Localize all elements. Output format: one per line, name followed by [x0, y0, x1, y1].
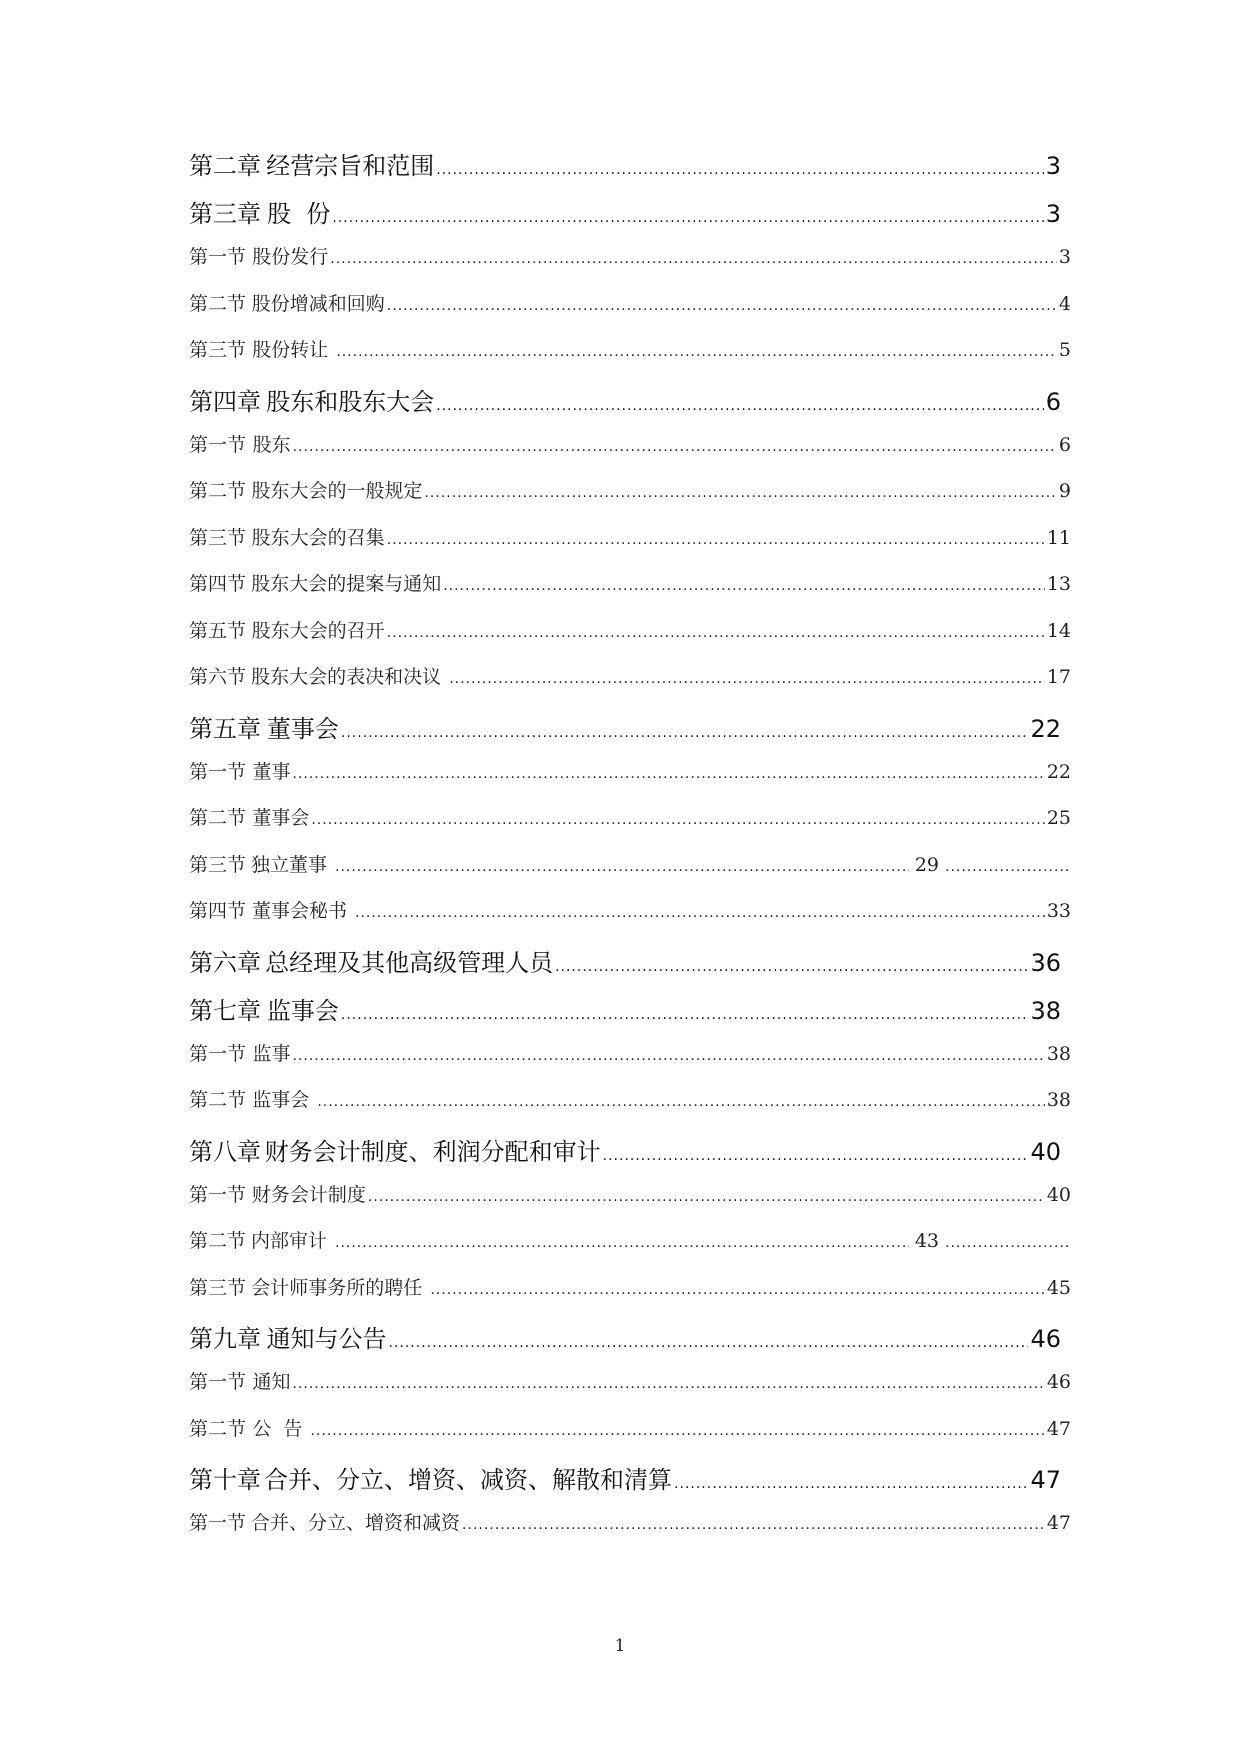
toc-page-number: 29: [914, 853, 939, 876]
toc-page-number: 40: [1046, 1183, 1071, 1206]
toc-dot-leader: [436, 398, 1044, 414]
toc-chapter-entry[interactable]: [189, 1319, 1071, 1367]
toc-entry-title: 监事会: [266, 996, 339, 1025]
toc-dot-leader: [368, 1189, 1045, 1205]
toc-chapter-entry[interactable]: [189, 146, 1071, 194]
toc-entry-title: 董事会秘书: [251, 900, 353, 922]
toc-page-number: 9: [1058, 480, 1071, 502]
toc-section-entry[interactable]: [189, 523, 1071, 570]
toc-page-number: 47: [1030, 1466, 1061, 1494]
toc-dot-leader: [341, 1007, 1029, 1023]
toc-section-entry[interactable]: [189, 896, 1071, 943]
toc-chapter-entry[interactable]: [189, 194, 1071, 242]
toc-entry-title: 合并、分立、增资和减资: [251, 1512, 461, 1534]
toc-dot-leader: [330, 251, 1057, 267]
toc-entry-number: 第一节: [189, 760, 247, 783]
toc-entry-title: 总经理及其他高级管理人员: [265, 948, 554, 977]
toc-dot-leader: [387, 298, 1057, 314]
toc-entry-title: 股东和股东大会: [266, 387, 435, 416]
toc-page-number: 6: [1058, 433, 1071, 456]
toc-section-entry[interactable]: [189, 569, 1071, 616]
toc-dot-leader: [387, 532, 1045, 548]
toc-dot-leader: [311, 812, 1044, 828]
toc-page-number: 3: [1058, 246, 1071, 268]
toc-dot-leader: [430, 1282, 1044, 1298]
toc-page-number: 14: [1046, 619, 1071, 642]
toc-section-entry[interactable]: [189, 289, 1071, 336]
page-number: 1: [614, 1636, 626, 1656]
toc-page-number: 33: [1046, 900, 1071, 922]
toc-entry-number: 第六章: [189, 948, 261, 977]
toc-page-number: 45: [1046, 1276, 1071, 1299]
toc-section-entry[interactable]: [189, 1508, 1071, 1555]
toc-entry-title: 经营宗旨和范围: [266, 152, 435, 180]
toc-entry-number: 第一节: [189, 1371, 247, 1393]
toc-section-entry[interactable]: [189, 1226, 1071, 1273]
toc-dot-leader: [293, 1048, 1045, 1064]
toc-page-number: 43: [914, 1230, 939, 1252]
toc-chapter-entry[interactable]: [189, 991, 1071, 1039]
toc-entry-title: 股东大会的提案与通知: [251, 573, 442, 595]
toc-section-entry[interactable]: [189, 616, 1071, 663]
toc-entry-number: 第四章: [189, 387, 261, 416]
toc-page-number: 38: [1046, 1042, 1071, 1065]
toc-entry-number: 第二节: [189, 807, 247, 829]
toc-section-entry[interactable]: [189, 1180, 1071, 1227]
toc-entry-number: 第二节: [189, 1230, 247, 1252]
toc-dot-leader: [387, 625, 1045, 641]
toc-entry-title: 财务会计制度、利润分配和审计: [264, 1137, 601, 1166]
toc-dot-leader: [462, 1517, 1045, 1533]
toc-page-number: 3: [1045, 200, 1061, 228]
toc-dot-leader: [424, 485, 1056, 501]
toc-section-entry[interactable]: [189, 1085, 1071, 1132]
toc-entry-title: 合并、分立、增资、减资、解散和清算: [264, 1466, 673, 1494]
toc-page-number: 40: [1030, 1137, 1061, 1166]
toc-entry-title: 股 份: [267, 200, 331, 228]
toc-entry-title: 股东大会的一般规定: [251, 480, 423, 502]
toc-dot-leader: [674, 1476, 1028, 1492]
toc-dot-leader: [332, 210, 1043, 226]
toc-section-entry[interactable]: [189, 1273, 1071, 1320]
toc-page-number: 36: [1030, 948, 1061, 977]
toc-page-number: 17: [1046, 666, 1071, 688]
toc-dot-leader-trailing: [945, 1235, 1069, 1251]
toc-dot-leader: [336, 344, 1057, 360]
toc-page-number: 13: [1046, 573, 1071, 595]
toc-entry-title: 股份转让: [252, 339, 335, 361]
toc-section-entry[interactable]: [189, 803, 1071, 850]
toc-entry-number: 第三节: [189, 339, 247, 361]
toc-entry-title: 会计师事务所的聘任: [251, 1276, 429, 1299]
toc-page-number: 22: [1030, 714, 1061, 743]
toc-entry-title: 独立董事: [250, 853, 333, 876]
toc-entry-number: 第四节: [189, 900, 247, 922]
toc-entry-number: 第一节: [189, 1042, 247, 1065]
toc-dot-leader: [355, 905, 1045, 921]
toc-page-number: 11: [1046, 526, 1071, 549]
toc-entry-number: 第十章: [189, 1466, 261, 1494]
toc-entry-title: 通知: [252, 1371, 291, 1393]
toc-dot-leader: [317, 1094, 1045, 1110]
toc-entry-number: 第三节: [189, 853, 247, 876]
toc-entry-number: 第五章: [189, 714, 261, 743]
toc-section-entry[interactable]: [189, 1414, 1071, 1461]
toc-page-number: 46: [1046, 1371, 1071, 1393]
toc-entry-number: 第三节: [189, 526, 247, 549]
toc-entry-number: 第二节: [189, 1089, 247, 1111]
toc-entry-title: 股东大会的召集: [251, 526, 385, 549]
toc-page-number: 6: [1045, 387, 1061, 416]
toc-page-number: 47: [1046, 1512, 1071, 1534]
toc-entry-title: 股东: [252, 433, 291, 456]
toc-dot-leader: [443, 578, 1045, 594]
toc-dot-leader: [310, 1423, 1044, 1439]
toc-entry-title: 董事: [252, 760, 291, 783]
toc-entry-title: 内部审计: [250, 1230, 333, 1252]
toc-entry-title: 股份发行: [252, 246, 329, 268]
toc-chapter-entry[interactable]: [189, 709, 1071, 757]
toc-section-entry[interactable]: [189, 1367, 1071, 1414]
toc-section-entry[interactable]: [189, 242, 1071, 289]
toc-dot-leader-trailing: [945, 859, 1069, 875]
toc-entry-title: 董事会: [266, 714, 339, 743]
toc-entry-number: 第二节: [189, 480, 247, 502]
toc-entry-number: 第六节: [189, 666, 247, 688]
toc-entry-number: 第二节: [189, 292, 247, 315]
toc-page-number: 22: [1046, 760, 1071, 783]
toc-entry-number: 第八章: [189, 1137, 261, 1166]
toc-section-entry[interactable]: [189, 1039, 1071, 1086]
toc-entry-title: 监事: [252, 1042, 291, 1065]
toc-entry-number: 第三章: [189, 200, 261, 228]
toc-entry-number: 第一节: [189, 1183, 247, 1206]
toc-entry-number: 第七章: [189, 996, 261, 1025]
toc-chapter-entry[interactable]: [189, 382, 1071, 430]
toc-entry-number: 第二章: [189, 152, 261, 180]
toc-entry-number: 第四节: [189, 573, 247, 595]
toc-chapter-entry[interactable]: [189, 943, 1071, 991]
toc-entry-number: 第三节: [189, 1276, 247, 1299]
toc-entry-number: 第二节: [189, 1417, 247, 1440]
toc-page-number: 3: [1045, 152, 1061, 180]
toc-entry-number: 第一节: [189, 433, 247, 456]
toc-page-number: 38: [1030, 996, 1061, 1025]
toc-dot-leader: [293, 766, 1045, 782]
toc-entry-number: 第一节: [189, 246, 247, 268]
toc-section-entry[interactable]: [189, 430, 1071, 477]
toc-entry-number: 第九章: [189, 1325, 261, 1353]
toc-page-number: 5: [1058, 339, 1071, 361]
toc-entry-title: 公 告: [252, 1417, 309, 1440]
toc-dot-leader: [293, 1376, 1045, 1392]
toc-dot-leader: [293, 439, 1057, 455]
toc-page-number: 25: [1046, 807, 1071, 829]
toc-section-entry[interactable]: [189, 476, 1071, 523]
toc-entry-title: 股份增减和回购: [251, 292, 385, 315]
toc-entry-title: 通知与公告: [266, 1325, 387, 1353]
toc-dot-leader: [555, 959, 1028, 975]
toc-entry-title: 监事会: [252, 1089, 316, 1111]
toc-page-number: 4: [1058, 292, 1071, 315]
toc-chapter-entry[interactable]: [189, 1132, 1071, 1180]
toc-entry-number: 第五节: [189, 619, 247, 642]
toc-dot-leader: [341, 725, 1029, 741]
toc-dot-leader: [389, 1335, 1029, 1351]
toc-page-number: 47: [1046, 1417, 1071, 1440]
toc-entry-title: 股东大会的召开: [251, 619, 385, 642]
toc-dot-leader: [335, 1235, 909, 1251]
table-of-contents: [189, 146, 1071, 1555]
toc-section-entry[interactable]: [189, 850, 1071, 897]
toc-dot-leader: [436, 162, 1044, 178]
toc-entry-title: 董事会: [252, 807, 310, 829]
toc-page-number: 46: [1030, 1325, 1061, 1353]
toc-entry-title: 财务会计制度: [251, 1183, 366, 1206]
toc-section-entry[interactable]: [189, 662, 1071, 709]
toc-dot-leader: [449, 671, 1045, 687]
toc-entry-title: 股东大会的表决和决议: [251, 666, 448, 688]
toc-entry-number: 第一节: [189, 1512, 247, 1534]
toc-dot-leader: [335, 859, 909, 875]
toc-section-entry[interactable]: [189, 335, 1071, 382]
toc-chapter-entry[interactable]: [189, 1460, 1071, 1508]
toc-page-number: 38: [1046, 1089, 1071, 1111]
toc-section-entry[interactable]: [189, 757, 1071, 804]
toc-dot-leader: [603, 1148, 1029, 1164]
